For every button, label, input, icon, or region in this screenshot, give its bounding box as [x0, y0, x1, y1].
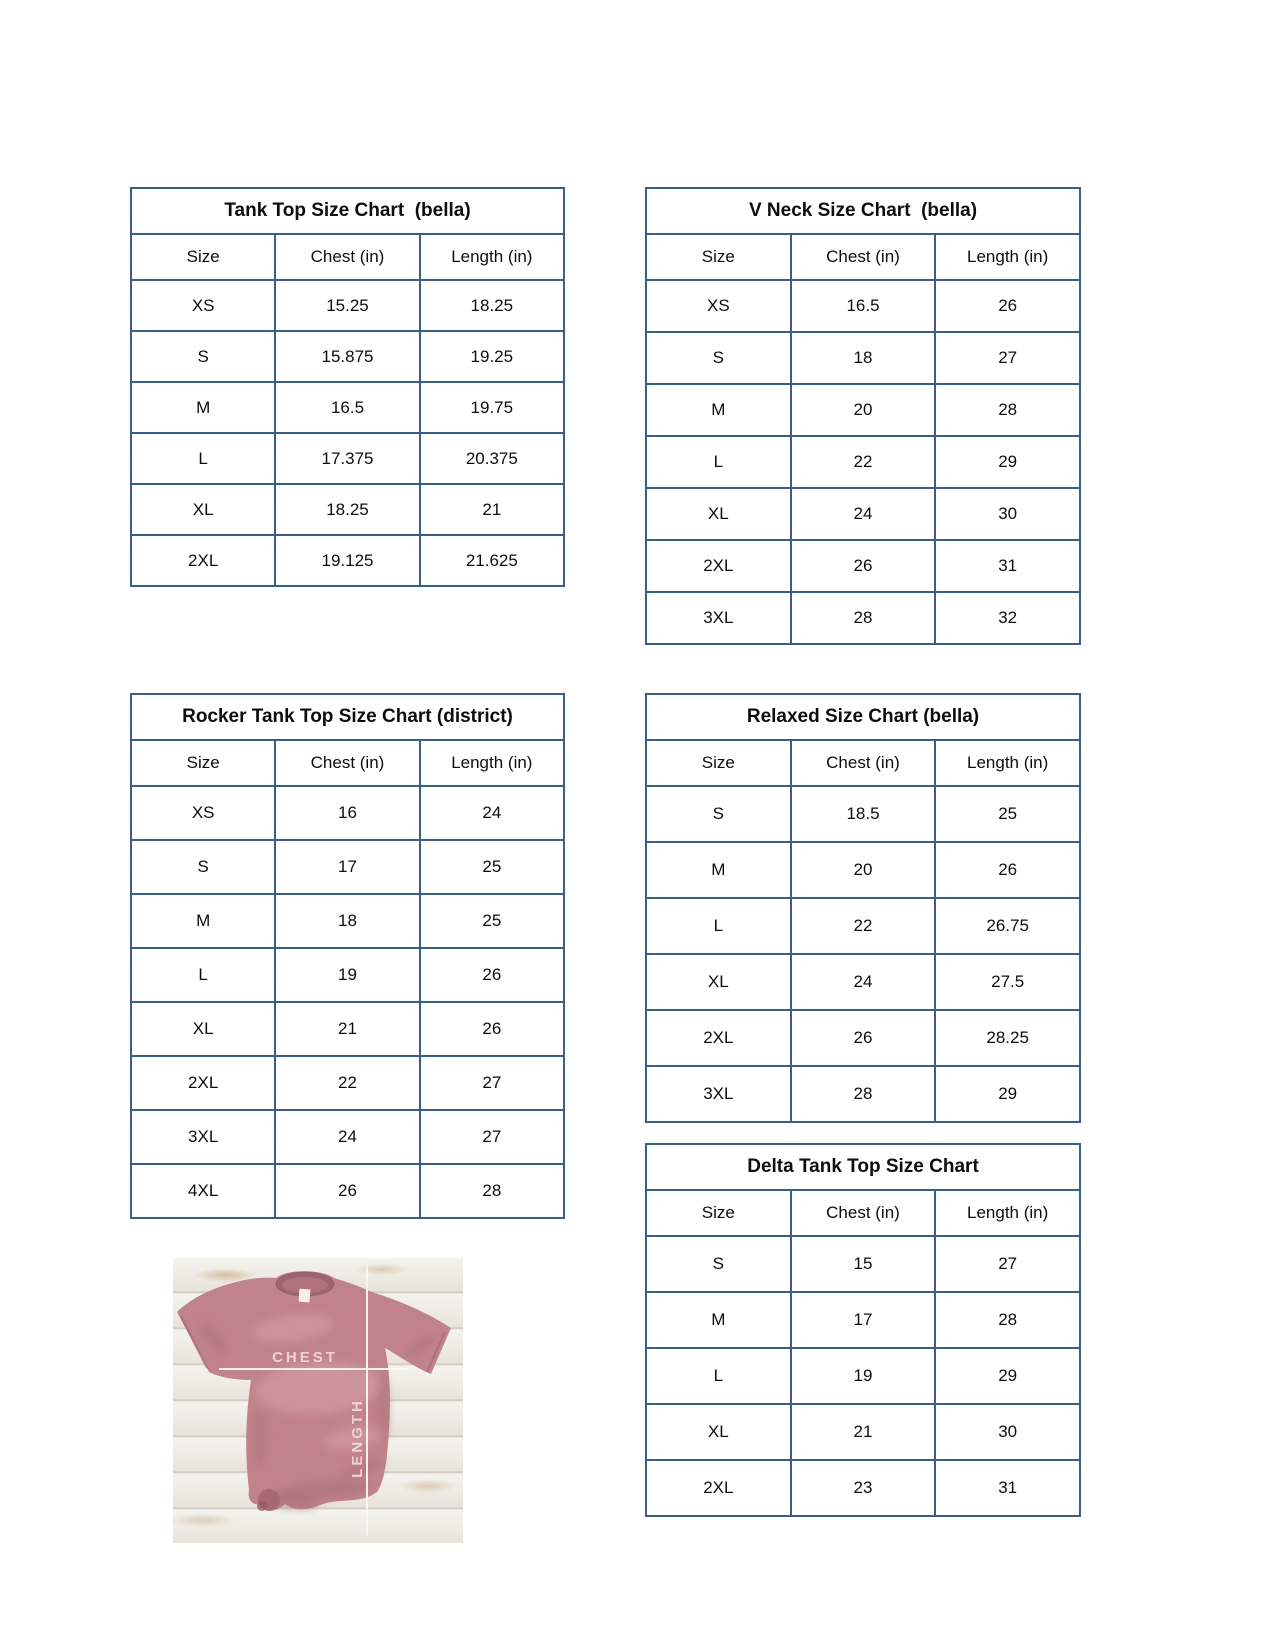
table-cell: L — [131, 948, 275, 1002]
table-row — [131, 1110, 564, 1164]
table-cell: 25 — [420, 894, 564, 948]
table-row — [131, 280, 564, 331]
column-header: Length (in) — [935, 1190, 1080, 1236]
table-row — [646, 384, 1080, 436]
table-cell: 15 — [791, 1236, 936, 1292]
column-header: Size — [131, 234, 275, 280]
table-cell: L — [131, 433, 275, 484]
table-row — [131, 1002, 564, 1056]
table-cell: XS — [131, 786, 275, 840]
table-row — [646, 842, 1080, 898]
table-row — [131, 331, 564, 382]
table-row — [646, 1348, 1080, 1404]
size-table-rocker-tank-top-district — [130, 693, 565, 1219]
table-cell: 27 — [935, 332, 1080, 384]
table-cell: S — [646, 1236, 791, 1292]
table-title: Tank Top Size Chart (bella) — [131, 188, 564, 234]
table-cell: 24 — [420, 786, 564, 840]
table-cell: XS — [131, 280, 275, 331]
table-title: Relaxed Size Chart (bella) — [646, 694, 1080, 740]
table-cell: 15.25 — [275, 280, 419, 331]
column-header: Length (in) — [935, 740, 1080, 786]
table-row — [646, 1404, 1080, 1460]
table-row — [646, 1460, 1080, 1516]
table-row — [646, 436, 1080, 488]
column-header: Chest (in) — [791, 234, 936, 280]
table-row — [646, 280, 1080, 332]
column-header: Chest (in) — [275, 234, 419, 280]
table-cell: L — [646, 898, 791, 954]
column-header: Size — [646, 234, 791, 280]
table-cell: 18 — [275, 894, 419, 948]
table-row — [131, 382, 564, 433]
table-cell: 20 — [791, 842, 936, 898]
table-cell: 29 — [935, 1066, 1080, 1122]
table-cell: XS — [646, 280, 791, 332]
table-cell: 27 — [420, 1056, 564, 1110]
table-cell: 16.5 — [275, 382, 419, 433]
table-cell: S — [646, 786, 791, 842]
table-cell: 19.75 — [420, 382, 564, 433]
table-cell: M — [646, 842, 791, 898]
table-cell: 26 — [420, 948, 564, 1002]
column-header: Chest (in) — [791, 740, 936, 786]
size-table-relaxed-bella — [645, 693, 1081, 1123]
table-row — [646, 954, 1080, 1010]
table-cell: 3XL — [646, 592, 791, 644]
table-row — [646, 1066, 1080, 1122]
table-cell: 29 — [935, 436, 1080, 488]
table-cell: 21.625 — [420, 535, 564, 586]
column-header: Size — [131, 740, 275, 786]
table-cell: 18.5 — [791, 786, 936, 842]
table-cell: 28 — [420, 1164, 564, 1218]
table-cell: 30 — [935, 1404, 1080, 1460]
length-label: LENGTH — [349, 1398, 366, 1478]
table-row — [131, 484, 564, 535]
table-cell: 19.125 — [275, 535, 419, 586]
table-cell: 21 — [275, 1002, 419, 1056]
table-cell: 18.25 — [420, 280, 564, 331]
size-table-v-neck-bella — [645, 187, 1081, 645]
table-row — [131, 786, 564, 840]
table-row — [131, 1164, 564, 1218]
column-header: Length (in) — [935, 234, 1080, 280]
table-cell: L — [646, 1348, 791, 1404]
table-cell: 18 — [791, 332, 936, 384]
table-row — [646, 1010, 1080, 1066]
table-cell: 18.25 — [275, 484, 419, 535]
table-row — [646, 540, 1080, 592]
table-cell: XL — [131, 1002, 275, 1056]
table-cell: 24 — [791, 488, 936, 540]
table-title: Rocker Tank Top Size Chart (district) — [131, 694, 564, 740]
table-cell: XL — [646, 954, 791, 1010]
table-cell: 26 — [791, 1010, 936, 1066]
table-row — [131, 948, 564, 1002]
table-cell: 28 — [935, 384, 1080, 436]
table-row — [646, 898, 1080, 954]
length-measure-line — [366, 1264, 368, 1536]
delta-tank-top-size-chart-table — [645, 1143, 1081, 1517]
table-cell: 28 — [935, 1292, 1080, 1348]
table-cell: 26 — [935, 842, 1080, 898]
table-row — [131, 535, 564, 586]
table-cell: S — [646, 332, 791, 384]
table-cell: 19 — [791, 1348, 936, 1404]
table-cell: 16 — [275, 786, 419, 840]
table-cell: 16.5 — [791, 280, 936, 332]
table-row — [646, 332, 1080, 384]
table-cell: 4XL — [131, 1164, 275, 1218]
table-cell: 28 — [791, 592, 936, 644]
table-cell: 30 — [935, 488, 1080, 540]
table-cell: 2XL — [131, 535, 275, 586]
table-cell: 25 — [935, 786, 1080, 842]
column-header: Size — [646, 740, 791, 786]
v-neck-size-chart-table — [645, 187, 1081, 645]
table-cell: 31 — [935, 540, 1080, 592]
table-cell: 27.5 — [935, 954, 1080, 1010]
table-cell: 19 — [275, 948, 419, 1002]
rocker-tank-top-size-chart-table — [130, 693, 565, 1219]
table-cell: 23 — [791, 1460, 936, 1516]
table-cell: 28 — [791, 1066, 936, 1122]
chest-label: CHEST — [272, 1349, 338, 1366]
table-row — [131, 1056, 564, 1110]
table-cell: 26.75 — [935, 898, 1080, 954]
table-cell: 31 — [935, 1460, 1080, 1516]
relaxed-size-chart-table — [645, 693, 1081, 1123]
table-cell: 2XL — [646, 1460, 791, 1516]
table-cell: 22 — [275, 1056, 419, 1110]
table-row — [646, 786, 1080, 842]
table-cell: 20 — [791, 384, 936, 436]
table-row — [131, 840, 564, 894]
table-cell: XL — [646, 1404, 791, 1460]
table-row — [646, 488, 1080, 540]
table-cell: 26 — [275, 1164, 419, 1218]
tank-top-size-chart-table — [130, 187, 565, 587]
table-cell: 26 — [935, 280, 1080, 332]
column-header: Length (in) — [420, 740, 564, 786]
column-header: Chest (in) — [275, 740, 419, 786]
tshirt-illustration — [173, 1258, 463, 1543]
table-cell: 19.25 — [420, 331, 564, 382]
table-cell: 22 — [791, 436, 936, 488]
table-cell: 2XL — [646, 540, 791, 592]
table-cell: 25 — [420, 840, 564, 894]
table-cell: 17 — [275, 840, 419, 894]
column-header: Size — [646, 1190, 791, 1236]
table-cell: 17 — [791, 1292, 936, 1348]
table-cell: 21 — [420, 484, 564, 535]
table-cell: 27 — [420, 1110, 564, 1164]
table-cell: M — [131, 382, 275, 433]
table-row — [646, 1292, 1080, 1348]
table-cell: 21 — [791, 1404, 936, 1460]
table-cell: 17.375 — [275, 433, 419, 484]
table-cell: 24 — [791, 954, 936, 1010]
table-cell: 27 — [935, 1236, 1080, 1292]
table-cell: 22 — [791, 898, 936, 954]
table-cell: 24 — [275, 1110, 419, 1164]
table-cell: 2XL — [131, 1056, 275, 1110]
table-cell: 26 — [791, 540, 936, 592]
table-row — [646, 592, 1080, 644]
table-cell: 2XL — [646, 1010, 791, 1066]
table-row — [646, 1236, 1080, 1292]
table-cell: L — [646, 436, 791, 488]
table-cell: S — [131, 840, 275, 894]
table-cell: 20.375 — [420, 433, 564, 484]
table-row — [131, 433, 564, 484]
table-cell: S — [131, 331, 275, 382]
table-title: V Neck Size Chart (bella) — [646, 188, 1080, 234]
table-cell: XL — [646, 488, 791, 540]
table-cell: 28.25 — [935, 1010, 1080, 1066]
table-cell: XL — [131, 484, 275, 535]
shirt-measurement-photo — [173, 1258, 463, 1543]
size-table-tank-top-bella — [130, 187, 565, 587]
table-cell: 3XL — [131, 1110, 275, 1164]
table-cell: M — [131, 894, 275, 948]
chest-measure-line — [219, 1368, 409, 1370]
table-cell: M — [646, 1292, 791, 1348]
table-title: Delta Tank Top Size Chart — [646, 1144, 1080, 1190]
size-table-delta-tank-top — [645, 1143, 1081, 1517]
table-cell: 32 — [935, 592, 1080, 644]
table-cell: 29 — [935, 1348, 1080, 1404]
table-cell: M — [646, 384, 791, 436]
table-cell: 15.875 — [275, 331, 419, 382]
table-cell: 3XL — [646, 1066, 791, 1122]
column-header: Length (in) — [420, 234, 564, 280]
column-header: Chest (in) — [791, 1190, 936, 1236]
table-row — [131, 894, 564, 948]
table-cell: 26 — [420, 1002, 564, 1056]
